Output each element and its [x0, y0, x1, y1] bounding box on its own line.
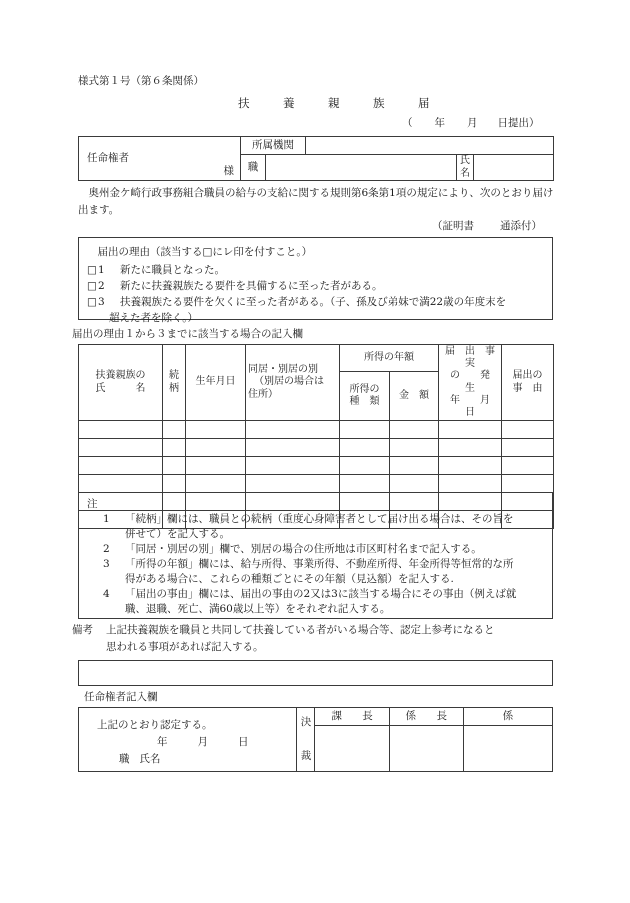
remarks-line-2: 思われる事項があれば記入する。 — [106, 641, 264, 653]
submission-date-line — [402, 118, 540, 129]
col-header-reason: 届出の 事 由 — [502, 345, 554, 421]
list-item-continuation — [87, 602, 544, 617]
cell-income-amount[interactable] — [390, 457, 439, 475]
notes-heading: 注 — [87, 498, 98, 510]
list-item — [87, 557, 544, 572]
col-header-dependent-name: 扶養親族の 氏 名 — [79, 345, 163, 421]
cell-residence[interactable] — [246, 457, 340, 475]
list-item — [87, 512, 544, 527]
list-item — [87, 278, 544, 294]
list-item — [87, 262, 544, 278]
cell-birthdate[interactable] — [186, 475, 246, 493]
cell-name[interactable] — [79, 421, 163, 439]
list-item-continuation — [87, 572, 544, 587]
cell-residence[interactable] — [246, 439, 340, 457]
approval-col-header-kakari: 係 — [463, 708, 552, 726]
notes-box — [78, 492, 553, 619]
reason-number-1: 1 — [98, 264, 105, 276]
position-input[interactable] — [266, 155, 457, 181]
cell-income-amount[interactable] — [390, 439, 439, 457]
approval-stamp-kakari[interactable] — [463, 726, 552, 772]
reason-text-1: 新たに職員となった。 — [120, 264, 225, 276]
checkbox-2[interactable]: □ — [87, 280, 97, 292]
list-item — [87, 294, 544, 326]
cell-name[interactable] — [79, 475, 163, 493]
appointer-table — [78, 136, 554, 181]
table-header-row — [79, 345, 554, 372]
cell-relationship[interactable] — [163, 475, 186, 493]
approval-year: 年 — [157, 735, 168, 748]
open-paren: （ — [402, 117, 413, 129]
approval-col-header-kacho: 課 長 — [315, 708, 389, 726]
entry-table-caption: 届出の理由１から３までに該当する場合の記入欄 — [72, 328, 303, 340]
remarks-input-box[interactable] — [78, 660, 553, 686]
cell-event-date[interactable] — [439, 475, 502, 493]
list-item-continuation — [87, 527, 544, 542]
appointer-cell — [79, 137, 241, 181]
cell-event-date[interactable] — [439, 421, 502, 439]
cell-event-date[interactable] — [439, 439, 502, 457]
col-header-income-amount: 金 額 — [390, 372, 439, 421]
cell-event-date[interactable] — [439, 457, 502, 475]
note-text-4: 「届出の事由」欄には、届出の事由の2又は3に該当する場合にその事由（例えば就 — [125, 588, 517, 600]
approval-col-header-kakaricho: 係 長 — [389, 708, 463, 726]
cell-reason[interactable] — [502, 475, 554, 493]
year-label: 年 — [434, 117, 445, 129]
checkbox-1[interactable]: □ — [87, 264, 97, 276]
reason-heading: 届出の理由（該当する□にレ印を付すこと。） — [97, 246, 313, 258]
reason-text-3-continuation: 超えた者を除く。） — [109, 312, 199, 324]
form-number: 様式第１号（第６条関係） — [78, 75, 204, 87]
cell-income-amount[interactable] — [390, 421, 439, 439]
cell-reason[interactable] — [502, 421, 554, 439]
table-row — [79, 457, 554, 475]
cell-reason[interactable] — [502, 457, 554, 475]
approval-statement-cell — [79, 708, 297, 772]
cell-birthdate[interactable] — [186, 457, 246, 475]
note-number-4: 4 — [103, 588, 110, 600]
approval-statement: 上記のとおり認定する。 — [97, 718, 213, 731]
col-header-income-type: 所得の 種 類 — [340, 372, 390, 421]
organization-label: 所属機関 — [241, 137, 306, 155]
list-item — [87, 587, 544, 602]
note-text-3: 「所得の年額」欄には、給与所得、事業所得、不動産所得、年金所得等恒常的な所 — [125, 558, 514, 570]
table-row — [79, 708, 553, 726]
note-number-2: 2 — [103, 543, 110, 555]
reason-number-2: 2 — [98, 280, 105, 292]
certificate-note-tail: 通添付） — [500, 220, 542, 232]
cell-residence[interactable] — [246, 421, 340, 439]
cell-income-type[interactable] — [340, 457, 390, 475]
notes-list — [87, 512, 544, 617]
checkbox-3[interactable]: □ — [87, 296, 97, 308]
cell-income-type[interactable] — [340, 475, 390, 493]
note-text-1: 「続柄」欄には、職員との続柄（重度心身障害者として届け出る場合は、その旨を — [125, 513, 514, 525]
note-number-1: 1 — [103, 513, 110, 525]
cell-relationship[interactable] — [163, 439, 186, 457]
cell-birthdate[interactable] — [186, 439, 246, 457]
approval-caption: 任命権者記入欄 — [84, 691, 158, 703]
kessai-label: 決 裁 — [297, 708, 315, 772]
page-title: 扶 養 親 族 届 — [238, 96, 441, 110]
note-text-3-line2: 得がある場合に、これらの種類ごとにその年額（見込額）を記入する. — [125, 573, 454, 585]
remarks-section — [72, 622, 557, 656]
remarks-text-1: 上記扶養親族を職員と共同して扶養している者がいる場合等、認定上参考になると — [106, 624, 495, 636]
approval-stamp-kakaricho[interactable] — [389, 726, 463, 772]
note-text-2: 「同居・別居の別」欄で、別居の場合の住所地は市区町村名まで記入する。 — [125, 543, 482, 555]
reason-box — [78, 237, 553, 324]
table-row — [79, 137, 554, 155]
cell-name[interactable] — [79, 457, 163, 475]
approval-position-label: 職 — [119, 752, 130, 765]
sama-label: 様 — [223, 164, 234, 177]
cell-income-type[interactable] — [340, 421, 390, 439]
col-header-residence: 同居・別居の別 （別居の場合は 住所） — [246, 345, 340, 421]
organization-input[interactable] — [306, 137, 554, 155]
approval-name-label: 氏名 — [139, 752, 161, 765]
name-input[interactable] — [474, 155, 554, 181]
cell-relationship[interactable] — [163, 457, 186, 475]
appointer-label: 任命権者 — [87, 151, 129, 164]
col-header-birthdate: 生年月日 — [186, 345, 246, 421]
approval-stamp-kacho[interactable] — [315, 726, 389, 772]
position-label: 職 — [241, 155, 266, 181]
col-header-relationship: 続 柄 — [163, 345, 186, 421]
statement-paragraph — [78, 185, 554, 219]
table-row — [79, 475, 554, 493]
remarks-label: 備考 — [72, 624, 93, 636]
remarks-line-1 — [72, 622, 557, 639]
table-row — [79, 439, 554, 457]
month-label: 月 — [467, 117, 478, 129]
reason-text-3: 扶養親族たる要件を欠くに至った者がある。（子、孫及び弟妹で満22歳の年度末を — [120, 296, 507, 308]
table-row — [79, 421, 554, 439]
statement-text: 奥州金ケ崎行政事務組合職員の給与の支給に関する規則第6条第1項の規定により、次のとおり届け出ます。 — [78, 187, 554, 216]
note-text-4-line2: 職、退職、死亡、満60歳以上等）をそれぞれ記入する。 — [125, 603, 391, 615]
note-text-1-line2: 併せて）を記入する。 — [125, 528, 230, 540]
day-submit-label: 日提出） — [497, 117, 540, 129]
cell-income-amount[interactable] — [390, 475, 439, 493]
name-label: 氏 名 — [457, 155, 474, 181]
cell-reason[interactable] — [502, 439, 554, 457]
reason-list — [87, 262, 544, 326]
approval-signature-line — [89, 751, 296, 768]
cell-birthdate[interactable] — [186, 421, 246, 439]
note-number-3: 3 — [103, 558, 110, 570]
approval-date-line — [89, 734, 296, 751]
approval-table — [78, 707, 553, 772]
list-item — [87, 542, 544, 557]
certificate-note-head: （証明書 — [432, 220, 474, 232]
approval-day: 日 — [238, 735, 249, 748]
cell-income-type[interactable] — [340, 439, 390, 457]
cell-name[interactable] — [79, 439, 163, 457]
cell-relationship[interactable] — [163, 421, 186, 439]
approval-month: 月 — [197, 735, 208, 748]
col-header-income-annual: 所得の年額 — [340, 345, 439, 372]
reason-number-3: 3 — [98, 296, 105, 308]
cell-residence[interactable] — [246, 475, 340, 493]
reason-text-2: 新たに扶養親族たる要件を具備するに至った者がある。 — [120, 280, 383, 292]
certificate-note — [432, 221, 542, 232]
col-header-event-date: 届 出 事 実 の 発 生 年 月 日 — [439, 345, 502, 421]
